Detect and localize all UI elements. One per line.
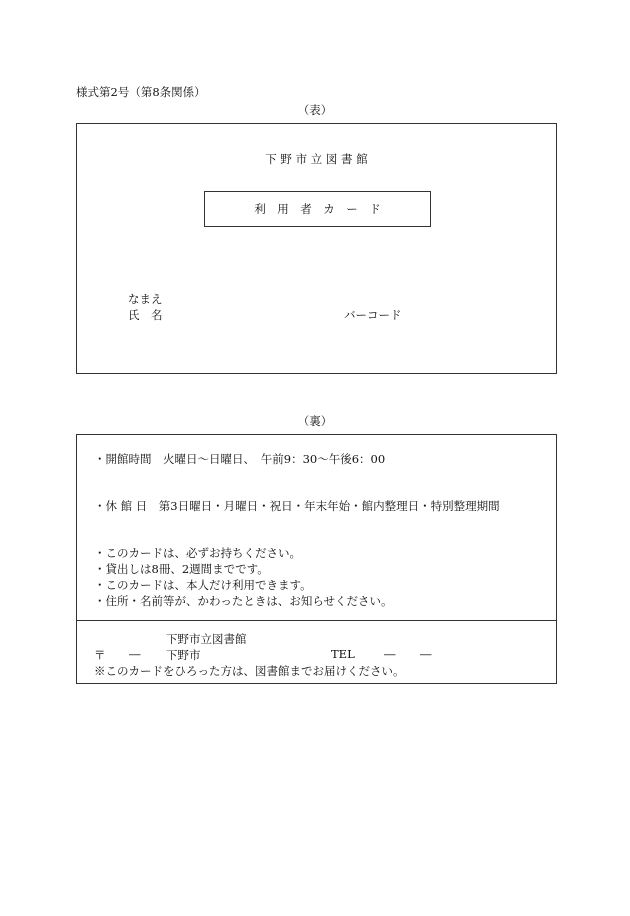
city: 下野市 [166,648,201,662]
closed-days-line: ・休 館 日 第3日曜日・月曜日・祝日・年末年始・館内整理日・特別整理期間 [94,499,500,513]
card-title-box [204,191,431,227]
library-name: 下 野 市 立 図 書 館 [265,152,368,166]
note-item: ・貸出しは8冊、2週間までです。 [94,562,269,576]
postal-dash: ― [129,647,141,661]
tel-dash: ― [420,647,432,661]
return-notice: ※このカードをひろった方は、図書館までお届けください。 [94,664,405,678]
back-card [76,434,557,684]
tel-label: TEL [331,647,355,661]
footer-divider [77,620,556,621]
furigana-label: なまえ [128,292,163,306]
note-item: ・このカードは、本人だけ利用できます。 [94,578,312,592]
note-item: ・このカードは、必ずお持ちください。 [94,546,301,560]
front-card [76,123,557,374]
tel-dash: ― [384,647,396,661]
note-item: ・住所・名前等が、かわったときは、お知らせください。 [94,594,393,608]
form-label: 様式第2号（第8条関係） [76,85,206,99]
barcode-label: バーコード [344,308,402,322]
postal-mark: 〒 [94,648,106,662]
name-label: 氏 名 [128,308,163,322]
hours-line: ・開館時間 火曜日～日曜日、 午前9：30～午後6：00 [94,452,386,466]
footer-library-name: 下野市立図書館 [166,632,247,646]
front-side-label: （表） [297,103,333,117]
back-side-label: （裏） [297,414,333,428]
card-title: 利 用 者 カ ー ド [254,202,381,216]
